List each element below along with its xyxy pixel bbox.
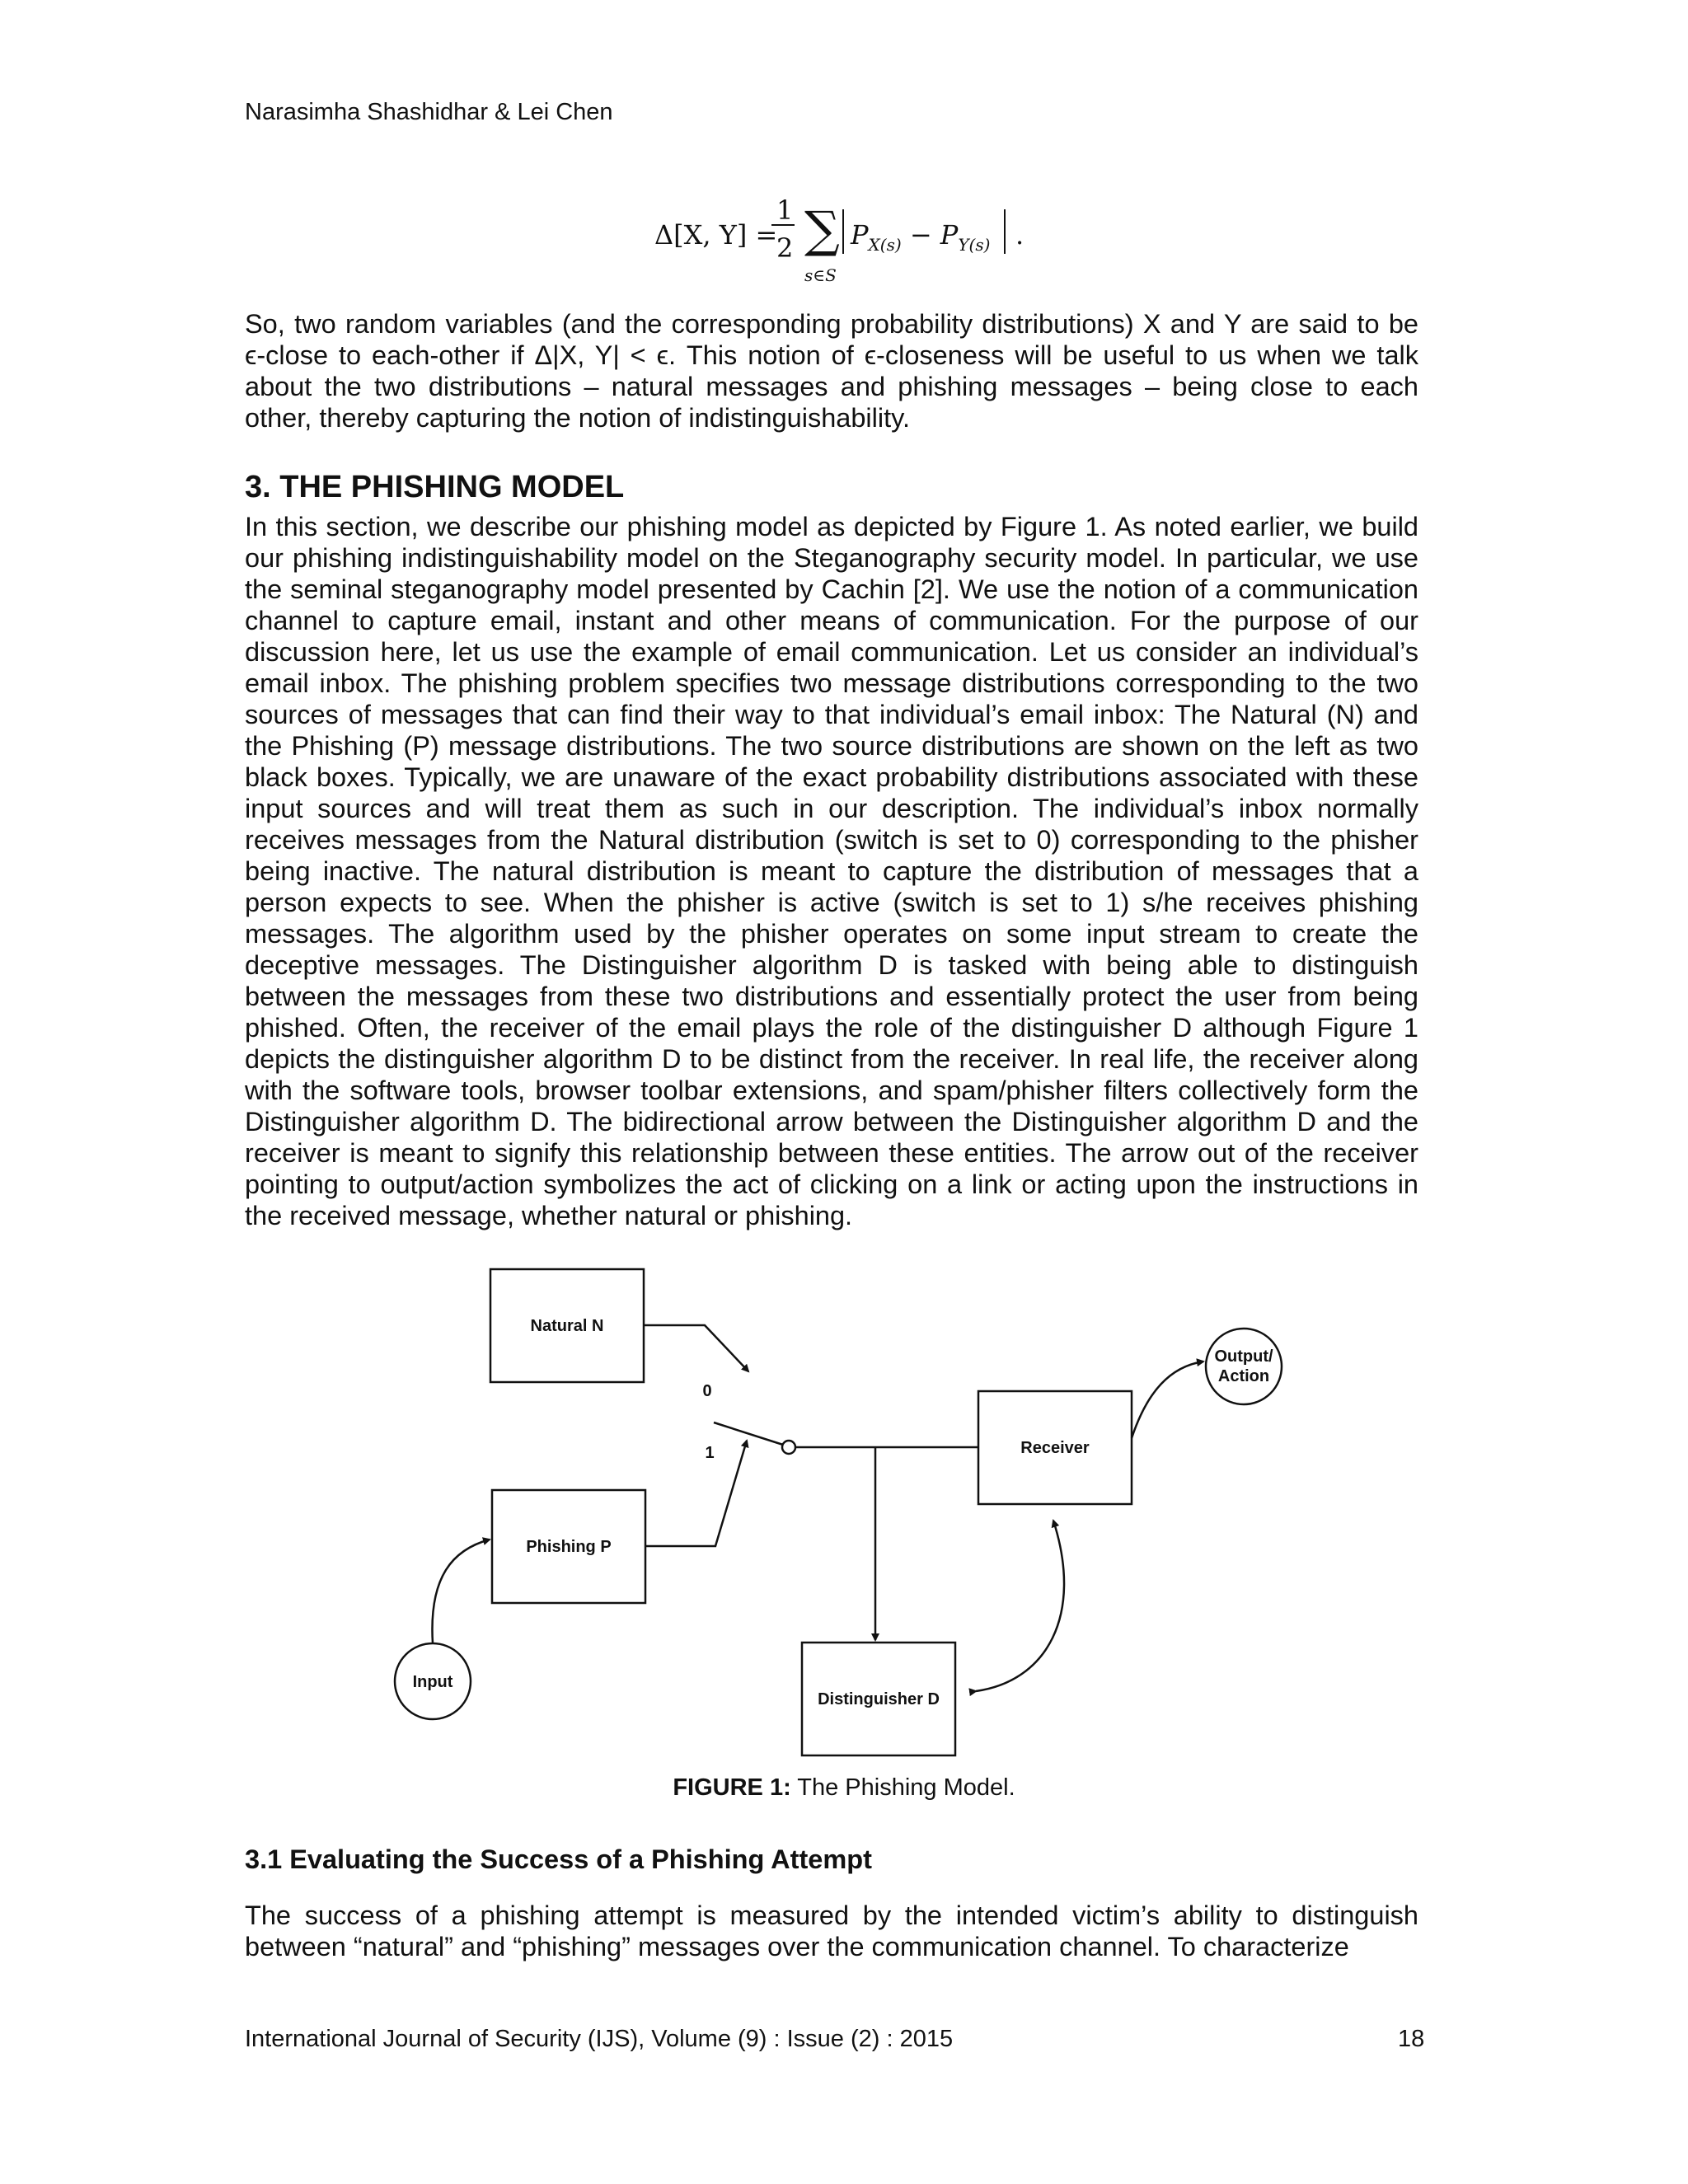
footer-page-number: 18 (1398, 2026, 1425, 2052)
natural-box (490, 1269, 644, 1382)
equation-lhs: Δ[X, Y] = (654, 219, 778, 251)
figure-caption (0, 1774, 1688, 1802)
equation-sum-symbol: ∑ (804, 201, 840, 259)
equation-period: . (1015, 219, 1025, 251)
subsection-heading: 3.1 Evaluating the Success of a Phishing Attempt (245, 1844, 872, 1874)
switch-lever (714, 1422, 783, 1445)
section-heading: 3. THE PHISHING MODEL (245, 470, 625, 504)
equation-minus: − (909, 219, 932, 251)
output-label-line2: Action (1217, 1367, 1270, 1385)
equation-sum-index: s∈S (804, 265, 837, 285)
footer-journal: International Journal of Security (IJS), Volume (9) : Issue (2) : 2015 (245, 2026, 954, 2052)
paragraph-evaluating-success: The success of a phishing attempt is measured by the intended victim’s ability to distinguish between “natural” and “phishing” messages over the communication channel. To characterize (245, 1900, 1418, 1961)
natural-box-label: Natural N (530, 1317, 604, 1335)
equation-p-x: P (851, 219, 869, 251)
output-label-line1: Output/ (1214, 1347, 1273, 1366)
equation-p-y: P (940, 219, 959, 251)
equation-x-sub: X(s) (868, 235, 902, 255)
caption-text: The Phishing Model. (790, 1774, 1015, 1801)
phishing-box-label: Phishing P (526, 1538, 612, 1556)
switch-position-1: 1 (705, 1444, 715, 1462)
caption-label: FIGURE 1: (673, 1774, 791, 1801)
switch-pivot (782, 1441, 795, 1454)
distinguisher-box (802, 1643, 955, 1755)
distinguisher-receiver-bidirectional-arrow (976, 1521, 1064, 1691)
receiver-to-output-arrow (1132, 1361, 1203, 1438)
phishing-box (492, 1490, 645, 1603)
equation-frac-denominator: 2 (776, 232, 794, 264)
running-header: Narasimha Shashidhar & Lei Chen (245, 99, 613, 125)
distinguisher-box-label: Distinguisher D (818, 1690, 940, 1708)
equation-frac-numerator: 1 (776, 194, 794, 226)
input-to-phishing-arrow (432, 1540, 490, 1643)
phishing-to-switch-arrow (645, 1441, 747, 1546)
equation-y-sub: Y(s) (958, 235, 991, 255)
input-circle (395, 1643, 471, 1719)
switch-position-0: 0 (702, 1382, 712, 1400)
paragraph-epsilon-closeness: So, two random variables (and the corresponding probability distributions) X and Y are said to be ϵ-close to each-other if Δ|X, Y| < ϵ. This notion of ϵ-closeness will be useful to us when we talk about the two distributions – natural messages and phishing messages – being close to each other, thereby capturing the notion of indistinguishability. (245, 309, 1418, 433)
natural-to-switch-arrow (644, 1325, 748, 1371)
input-circle-label: Input (412, 1673, 453, 1691)
receiver-box (978, 1391, 1132, 1504)
output-action-circle (1206, 1329, 1282, 1404)
receiver-box-label: Receiver (1020, 1439, 1090, 1457)
paragraph-phishing-model: In this section, we describe our phishing model as depicted by Figure 1. As noted earlier, we build our phishing indistinguishability model on the Steganography security model. In particular, we use the seminal steganography model presented by Cachin [2]. We use the notion of a communication channel to capture email, instant and other means of communication. For the purpose of our discussion here, let us use the example of email communication. Let us consider an individual’s email inbox. The phishing problem specifies two message distributions corresponding to the two sources of messages that can find their way to that individual’s email inbox: The Natural (N) and the Phishing (P) message distributions. The two source distributions are shown on the left as two black boxes. Typically, we are unaware of the exact probability distributions associated with these input sources and will treat them as such in our description. The individual’s inbox normally receives messages from the Natural distribution (switch is set to 0) corresponding to the phisher being inactive. The natural distribution is meant to capture the distribution of messages that a person expects to see. When the phisher is active (switch is set to 1) s/he receives phishing messages. The algorithm used by the phisher operates on some input stream to create the deceptive messages. The Distinguisher algorithm D is tasked with being able to distinguish between the messages from these two distributions and essentially protect the user from being phished. Often, the receiver of the email plays the role of the distinguisher D although Figure 1 depicts the distinguisher algorithm D to be distinct from the receiver. In real life, the receiver along with the software tools, browser toolbar extensions, and spam/phisher filters collectively form the Distinguisher algorithm D. The bidirectional arrow between the Distinguisher algorithm D and the receiver is meant to signify this relationship between these entities. The arrow out of the receiver pointing to output/action symbolizes the act of clicking on a link or acting upon the instructions in the received message, whether natural or phishing. (245, 512, 1418, 1230)
